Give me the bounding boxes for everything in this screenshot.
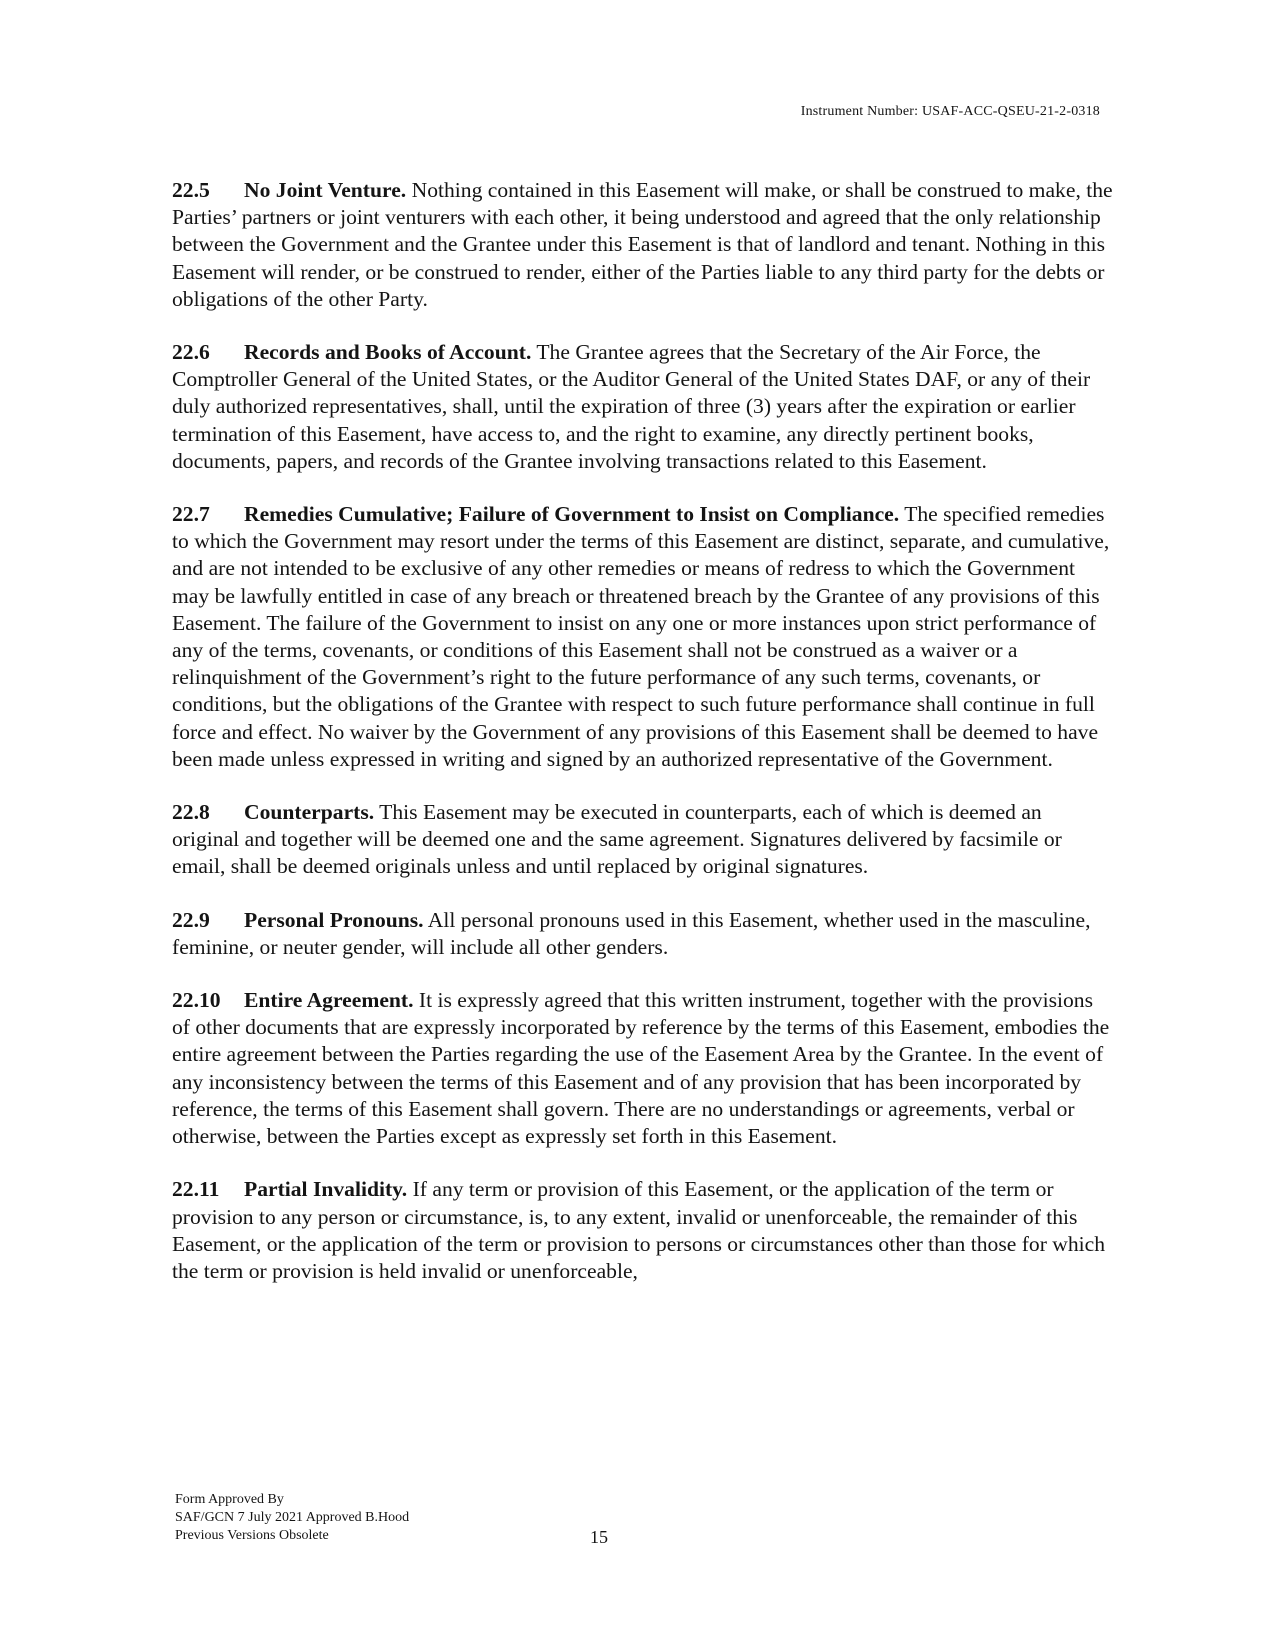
section-text: The Grantee agrees that the Secretary of the Air Force, the Comptroller General of the United States, or the Auditor General of the United States DAF, or any of their duly authorized representatives, shall, until the expiration of three (3) years after the expiration or earlier termination of this Easement, have access to, and the right to examine, any directly pertinent books, documents, papers, and records of the Grantee involving transactions related to this Easement. xyxy=(172,340,1091,473)
section-number: 22.11 xyxy=(172,1177,220,1202)
section-title: Personal Pronouns. xyxy=(244,907,424,932)
instrument-number: Instrument Number: USAF-ACC-QSEU-21-2-0318 xyxy=(800,104,1100,119)
section-22-5 xyxy=(172,177,1114,313)
footer-line: SAF/GCN 7 July 2021 Approved B.Hood xyxy=(175,1510,410,1525)
section-text: Nothing contained in this Easement will make, or shall be construed to make, the Parties’ partners or joint venturers with each other, it being understood and agreed that the only relationship between the Government and the Grantee under this Easement is that of landlord and tenant. Nothing in this Easement will render, or be construed to render, either of the Parties liable to any third party for the debts or obligations of the other Party. xyxy=(172,178,1113,311)
section-text: It is expressly agreed that this written instrument, together with the provisions of other documents that are expressly incorporated by reference by the terms of this Easement, embodies the entire agreement between the Parties regarding the use of the Easement Area by the Grantee. In the event of any inconsistency between the terms of this Easement and of any provision that has been incorporated by reference, the terms of this Easement shall govern. There are no understandings or agreements, verbal or otherwise, between the Parties except as expressly set forth in this Easement. xyxy=(172,988,1110,1149)
document-body xyxy=(172,177,1114,1311)
section-number: 22.8 xyxy=(172,800,210,825)
section-title: Entire Agreement. xyxy=(244,988,414,1013)
footer-line: Form Approved By xyxy=(175,1492,284,1507)
section-number: 22.6 xyxy=(172,340,210,365)
section-22-10 xyxy=(172,987,1114,1150)
section-title: Counterparts. xyxy=(244,800,375,825)
section-title: No Joint Venture. xyxy=(244,178,407,202)
section-22-11 xyxy=(172,1176,1114,1285)
section-22-8 xyxy=(172,799,1114,881)
section-number: 22.5 xyxy=(172,178,210,202)
section-22-9 xyxy=(172,907,1114,961)
section-title: Partial Invalidity. xyxy=(244,1177,408,1202)
section-title: Remedies Cumulative; Failure of Government to Insist on Compliance. xyxy=(244,502,900,527)
section-number: 22.10 xyxy=(172,988,221,1013)
section-number: 22.9 xyxy=(172,907,210,932)
section-text: All personal pronouns used in this Easement, whether used in the masculine, feminine, or neuter gender, will include all other genders. xyxy=(172,907,1091,959)
section-22-6 xyxy=(172,339,1114,475)
footer-form-info xyxy=(175,1491,409,1545)
section-title: Records and Books of Account. xyxy=(244,340,532,365)
section-text: The specified remedies to which the Government may resort under the terms of this Easement are distinct, separate, and cumulative, and are not intended to be exclusive of any other remedies or means of redress to which the Government may be lawfully entitled in case of any breach or threatened breach by the Grantee of any provisions of this Easement. The failure of the Government to insist on any one or more instances upon strict performance of any of the terms, covenants, or conditions of this Easement shall not be construed as a waiver or a relinquishment of the Government’s right to the future performance of any such terms, covenants, or conditions, but the obligations of the Grantee with respect to such future performance shall continue in full force and effect. No waiver by the Government of any provisions of this Easement shall be deemed to have been made unless expressed in writing and signed by an authorized representative of the Government. xyxy=(172,502,1110,771)
section-22-7 xyxy=(172,501,1114,773)
footer-line: Previous Versions Obsolete xyxy=(175,1528,329,1543)
section-text: This Easement may be executed in counterparts, each of which is deemed an original and together will be deemed one and the same agreement. Signatures delivered by facsimile or email, shall be deemed originals unless and until replaced by original signatures. xyxy=(172,800,1062,879)
page-number: 15 xyxy=(590,1527,608,1547)
section-text: If any term or provision of this Easement, or the application of the term or provision to any person or circumstance, is, to any extent, invalid or unenforceable, the remainder of this Easement, or the application of the term or provision to persons or circumstances other than those for which the term or provision is held invalid or unenforceable, xyxy=(172,1177,1106,1283)
section-number: 22.7 xyxy=(172,502,210,527)
